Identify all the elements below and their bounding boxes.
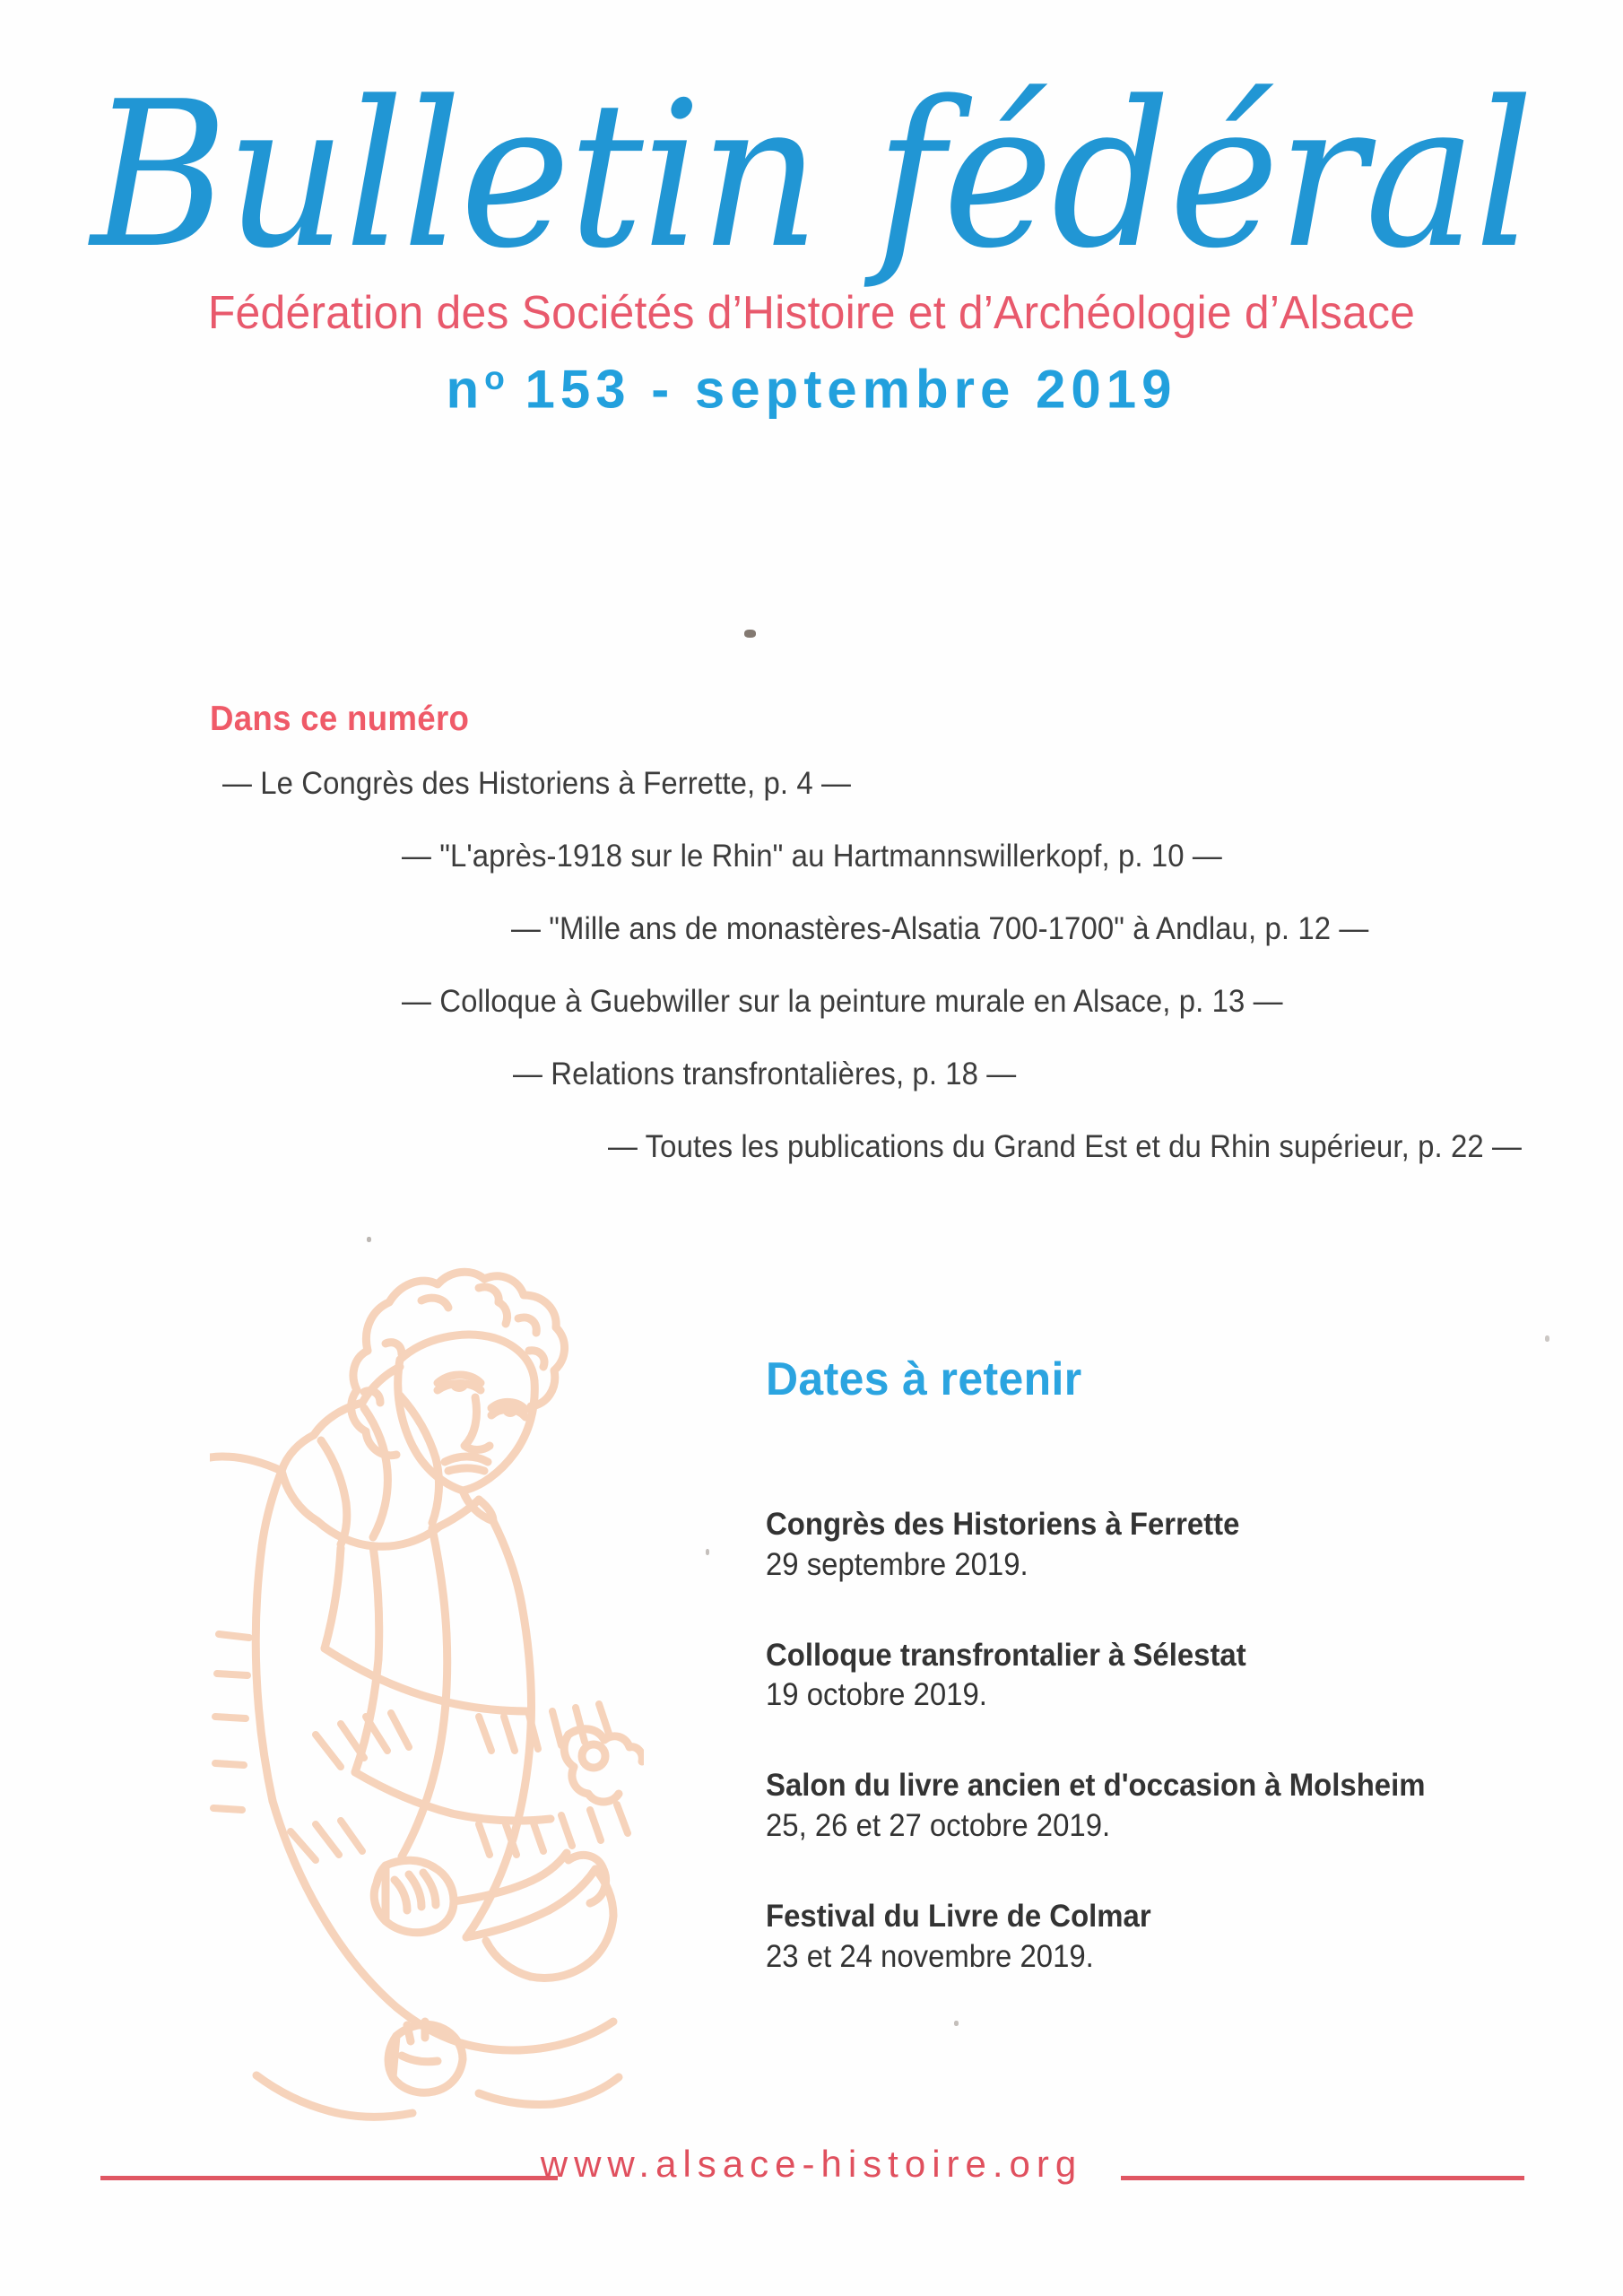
date-entry-when: 19 octobre 2019. <box>766 1677 987 1713</box>
scan-speck <box>706 1549 709 1555</box>
dates-list <box>766 1505 1573 1977</box>
scan-speck <box>1545 1335 1549 1342</box>
medieval-figure-drawing <box>210 1232 644 2145</box>
contents-item[interactable]: — "L'après-1918 sur le Rhin" au Hartmannswillerkopf, p. 10 — <box>402 839 1222 874</box>
cover-illustration <box>210 1232 644 2145</box>
publication-title: Bulletin fédéral <box>91 58 1532 293</box>
date-entry-when: 25, 26 et 27 octobre 2019. <box>766 1807 1111 1843</box>
date-entry[interactable] <box>766 1766 1573 1847</box>
issue-line <box>0 358 1623 420</box>
contents-heading: Dans ce numéro <box>210 700 470 738</box>
date-entry[interactable] <box>766 1505 1573 1586</box>
contents-item[interactable]: — "Mille ans de monastères-Alsatia 700-1700" à Andlau, p. 12 — <box>511 911 1369 946</box>
date-entry-title: Festival du Livre de Colmar <box>766 1898 1151 1934</box>
scan-speck <box>744 630 756 638</box>
contents-item[interactable]: — Relations transfrontalières, p. 18 — <box>513 1057 1017 1091</box>
date-entry[interactable] <box>766 1636 1573 1717</box>
footer <box>0 2145 1623 2226</box>
contents-list <box>0 768 1623 1204</box>
issue-number-prefix: n <box>446 359 485 420</box>
issue-number-and-date: 153 - septembre 2019 <box>504 359 1177 420</box>
dates-heading: Dates à retenir <box>766 1353 1082 1405</box>
website-url[interactable]: www.alsace-histoire.org <box>540 2143 1083 2185</box>
date-entry-title: Congrès des Historiens à Ferrette <box>766 1507 1240 1542</box>
date-entry-title: Salon du livre ancien et d'occasion à Molsheim <box>766 1768 1426 1804</box>
publication-subtitle: Fédération des Sociétés d’Histoire et d’Archéologie d’Alsace <box>207 287 1416 339</box>
masthead <box>0 58 1623 420</box>
date-entry-when: 29 septembre 2019. <box>766 1546 1028 1582</box>
issue-ordinal-superscript: o <box>484 358 505 396</box>
date-entry-when: 23 et 24 novembre 2019. <box>766 1938 1094 1974</box>
contents-item[interactable]: — Toutes les publications du Grand Est et du Rhin supérieur, p. 22 — <box>608 1129 1522 1164</box>
dates-section <box>766 1353 1573 1977</box>
scan-speck <box>954 2021 959 2026</box>
contents-item[interactable]: — Le Congrès des Historiens à Ferrette, p. 4 — <box>222 766 852 801</box>
contents-item[interactable]: — Colloque à Guebwiller sur la peinture murale en Alsace, p. 13 — <box>402 984 1283 1019</box>
date-entry-title: Colloque transfrontalier à Sélestat <box>766 1637 1246 1673</box>
date-entry[interactable] <box>766 1897 1573 1978</box>
